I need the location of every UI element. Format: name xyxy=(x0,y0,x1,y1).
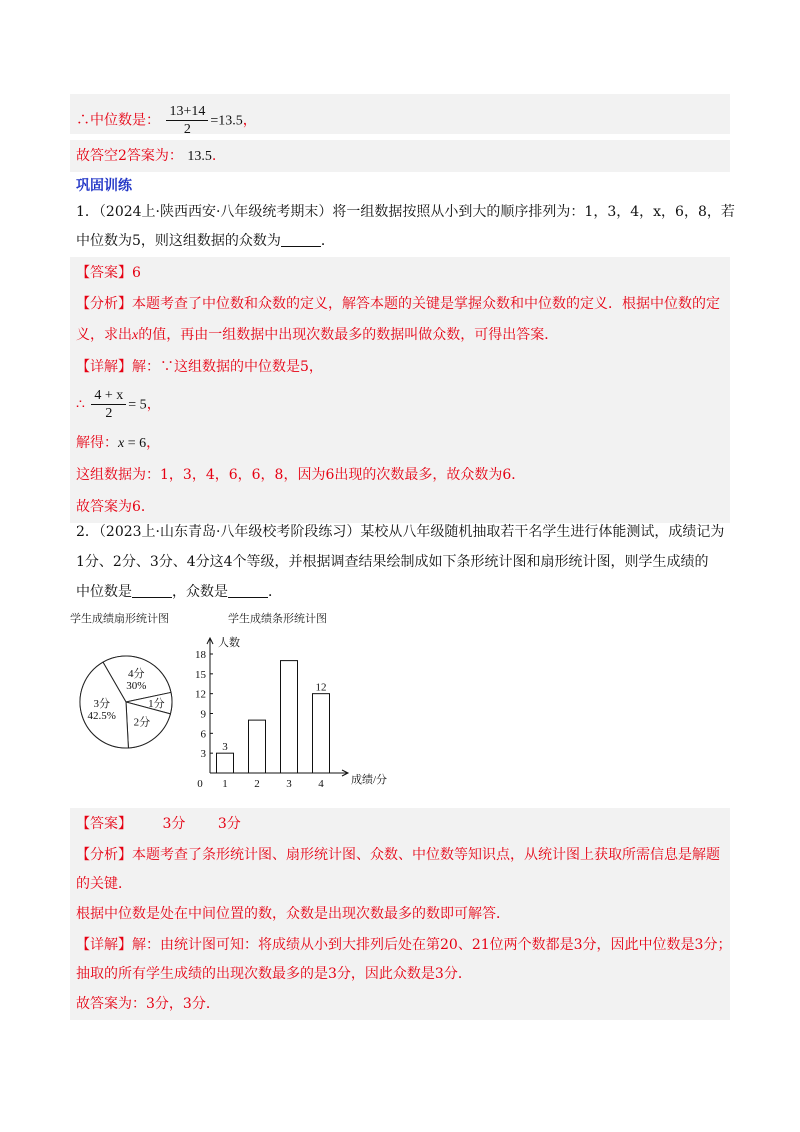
bar xyxy=(217,753,234,773)
q2-detail-line1 xyxy=(76,935,731,955)
y-tick-label: 18 xyxy=(195,649,206,661)
solve-label: 解得： xyxy=(76,435,118,451)
answer-value-2: 3分 xyxy=(217,816,241,832)
bar xyxy=(313,694,330,773)
q2-text: 中位数是 xyxy=(76,584,132,600)
q2-analysis-line2: 的关键． xyxy=(76,876,132,892)
y-axis-label: 人数 xyxy=(218,637,240,649)
answer-value: 6 xyxy=(132,265,141,281)
answer-label: 【答案】 xyxy=(76,265,132,281)
median-label: ∴中位数是： xyxy=(76,112,160,129)
median-line xyxy=(76,103,257,138)
q1-detail-line1 xyxy=(76,357,323,377)
answer-blank xyxy=(132,597,172,598)
q2-line3 xyxy=(76,582,282,602)
pie-slice-label: 4分 xyxy=(128,667,145,680)
equation-fraction xyxy=(91,387,126,422)
punct: ， xyxy=(146,435,161,451)
q2-line2: 1分、2分、3分、4分这4个等级，并根据调查结果绘制成如下条形统计图和扇形统计图，则学生成绩的 xyxy=(76,554,709,570)
punct: ， xyxy=(242,112,257,129)
answer-blank xyxy=(228,597,268,598)
highlight-band xyxy=(70,491,730,523)
q1-text: 中位数为5，则这组数据的众数为 xyxy=(76,233,281,249)
y-tick-label: 12 xyxy=(195,688,206,701)
q1-analysis-line2 xyxy=(76,325,558,346)
q2-line1: 2．（2023上·山东青岛·八年级校考阶段练习）某校从八年级随机抽取若干名学生进行体能测试，成绩记为 xyxy=(76,524,725,540)
detail-text: 解：由统计图可知：将成绩从小到大排列后处在第20、21位两个数都是3分，因此中位数是3分； xyxy=(132,937,732,953)
q2-detail-line2: 抽取的所有学生成绩的出现次数最多的是3分，因此众数是3分． xyxy=(76,966,472,982)
q2-text: ，众数是 xyxy=(172,584,228,600)
analysis-text: 本题考查了条形统计图、扇形统计图、众数、中位数等知识点，从统计图上获取所需信息是解题 xyxy=(132,847,720,863)
answer2-label: 故答空2答案为： xyxy=(76,148,183,164)
q2-analysis-line3: 根据中位数是处在中间位置的数，众数是出现次数最多的数即可解答． xyxy=(76,906,510,922)
highlight-band xyxy=(70,383,730,427)
answer2-line xyxy=(76,146,216,167)
answer-label: 【答案】 xyxy=(76,816,132,832)
highlight-band xyxy=(70,427,730,459)
solve-rhs: = 6 xyxy=(124,436,147,451)
bar xyxy=(249,720,266,773)
y-tick-label: 15 xyxy=(195,668,206,681)
pie-slice-percent: 42.5% xyxy=(87,710,116,723)
q1-solve-line xyxy=(76,433,160,454)
fraction-numerator: 4 + x xyxy=(91,387,126,405)
detail-text: 解：∵这组数据的中位数是5， xyxy=(132,359,323,375)
punct: ． xyxy=(268,584,282,600)
answer-blank xyxy=(281,246,321,247)
therefore-symbol: ∴ xyxy=(76,396,85,413)
answer2-value: 13.5 xyxy=(187,149,212,164)
median-fraction xyxy=(166,103,208,138)
answer-value-1: 3分 xyxy=(162,816,186,832)
pie-slice-label: 1分 xyxy=(148,697,165,710)
bar-data-label: 12 xyxy=(315,681,327,694)
highlight-band xyxy=(70,257,730,289)
q1-answer xyxy=(76,263,141,283)
pie-chart-title: 学生成绩扇形统计图 xyxy=(70,612,169,625)
punct: . xyxy=(211,148,217,164)
origin-label: 0 xyxy=(197,778,203,790)
q2-analysis-line1 xyxy=(76,845,720,865)
pie-chart xyxy=(76,652,176,752)
analysis-label: 【分析】 xyxy=(76,847,132,863)
median-result: =13.5 xyxy=(210,113,243,129)
bar-chart xyxy=(190,630,420,790)
y-tick-label: 6 xyxy=(200,728,206,741)
variable-x: x xyxy=(118,436,125,451)
y-tick-label: 3 xyxy=(200,748,206,761)
bar xyxy=(281,661,298,773)
analysis-label: 【分析】 xyxy=(76,296,132,312)
pie-slice-percent: 30% xyxy=(126,679,147,692)
pie-slice-label: 2分 xyxy=(133,716,151,729)
q2-answer xyxy=(76,814,241,834)
equation-rhs: = 5 xyxy=(128,397,147,413)
q1-line1: 1．（2024上·陕西西安·八年级统考期末）将一组数据按照从小到大的顺序排列为：1，3，4，x，6，8，若 xyxy=(76,204,735,220)
variable-x: x xyxy=(132,328,139,343)
bar-chart-title: 学生成绩条形统计图 xyxy=(228,612,327,625)
bar-data-label: 3 xyxy=(222,741,228,754)
x-tick-label: 1 xyxy=(222,778,228,790)
q1-line2 xyxy=(76,231,335,251)
section-title: 巩固训练 xyxy=(76,178,132,194)
q1-final: 故答案为6． xyxy=(76,499,155,515)
punct: ， xyxy=(146,396,161,413)
pie-slice-label: 3分 xyxy=(93,698,110,711)
fraction-numerator: 13+14 xyxy=(166,103,208,121)
punct: ． xyxy=(320,233,335,249)
analysis-text: 本题考查了中位数和众数的定义，解答本题的关键是掌握众数和中位数的定义．根据中位数的定 xyxy=(132,296,720,312)
y-tick-label: 9 xyxy=(200,708,206,721)
x-tick-label: 4 xyxy=(318,778,324,790)
fraction-denominator: 2 xyxy=(105,406,113,421)
x-tick-label: 2 xyxy=(254,778,260,790)
analysis-text: 的值，再由一组数据中出现次数最多的数据叫做众数，可得出答案． xyxy=(138,327,559,343)
fraction-denominator: 2 xyxy=(183,122,191,137)
q1-equation-line xyxy=(76,387,161,422)
x-tick-label: 3 xyxy=(286,778,292,790)
analysis-text: 义，求出 xyxy=(76,327,132,343)
detail-label: 【详解】 xyxy=(76,937,132,953)
x-axis-label: 成绩/分 xyxy=(351,774,388,786)
q2-final: 故答案为：3分，3分． xyxy=(76,996,220,1012)
q1-data-line: 这组数据为：1，3，4，6，6，8，因为6出现的次数最多，故众数为6． xyxy=(76,467,526,483)
q1-analysis-line1 xyxy=(76,294,720,314)
detail-label: 【详解】 xyxy=(76,359,132,375)
